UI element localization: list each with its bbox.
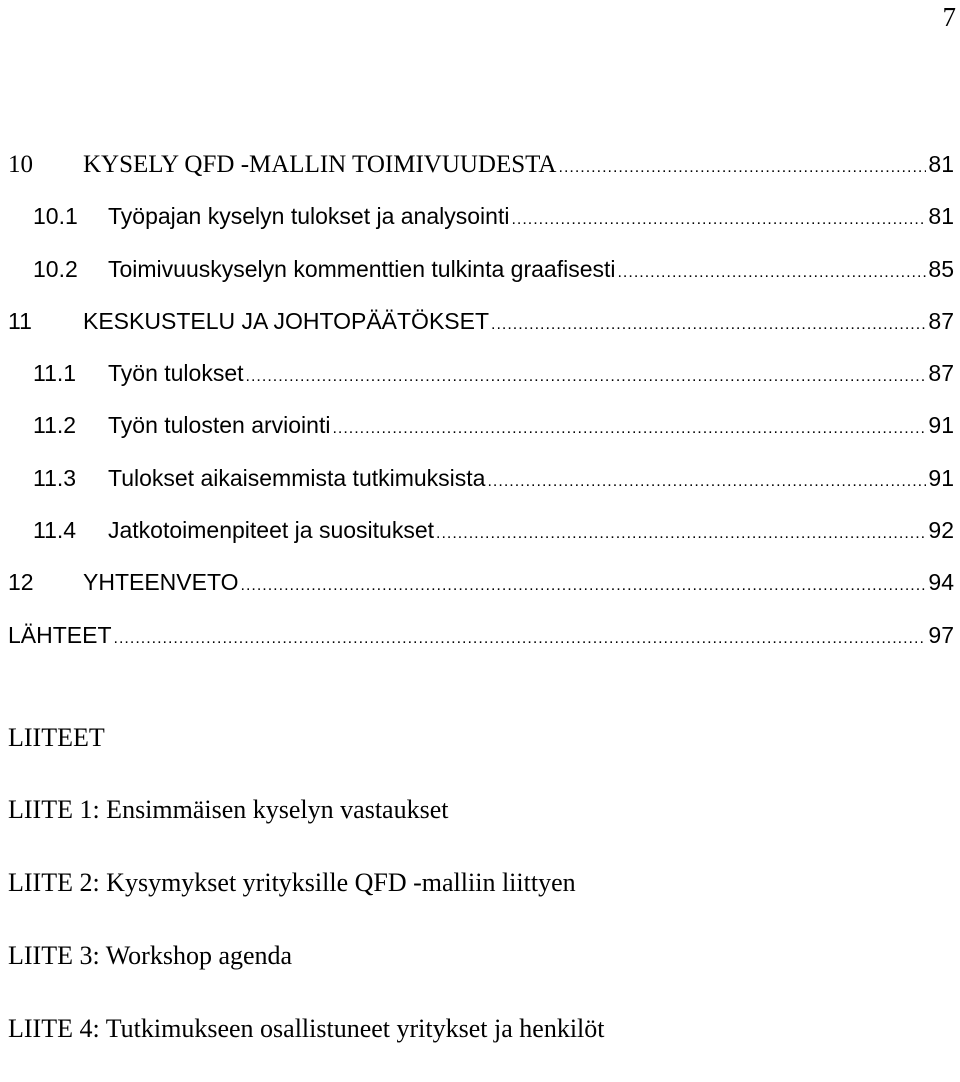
toc-entry-number: 11.4 <box>33 517 77 544</box>
toc-entry-number: 12 <box>8 569 34 596</box>
toc-dot-leader <box>487 458 926 506</box>
toc-entry-page: 85 <box>928 255 954 282</box>
toc-entry-page: 81 <box>928 203 954 230</box>
toc-dot-leader <box>511 196 926 244</box>
toc-entry-title: KYSELY QFD -MALLIN TOIMIVUUDESTA <box>83 151 557 178</box>
toc-entry-number: 11.2 <box>33 412 77 439</box>
toc-entry-title: Toimivuuskyselyn kommenttien tulkinta graafisesti <box>108 255 616 282</box>
toc-entry-page: 97 <box>928 621 954 648</box>
toc-entry-number: 10 <box>8 151 33 178</box>
toc-dot-leader <box>491 301 926 349</box>
toc-entry-page: 81 <box>928 151 954 177</box>
toc-entry-title: Jatkotoimenpiteet ja suositukset <box>108 517 435 544</box>
toc-dot-leader <box>246 353 927 401</box>
toc-dot-leader <box>436 510 926 558</box>
toc-entry-page: 91 <box>928 464 954 491</box>
toc-entry-page: 87 <box>928 360 954 387</box>
toc-entry[interactable] <box>8 349 954 401</box>
toc-entry-number: 10.1 <box>33 203 78 230</box>
toc-entry[interactable] <box>8 506 954 558</box>
toc-entry[interactable] <box>8 245 954 297</box>
toc-entry[interactable] <box>8 140 954 192</box>
toc-entry-page: 92 <box>928 517 954 544</box>
toc-dot-leader <box>241 562 927 610</box>
toc-entry-title: Työn tulosten arviointi <box>108 412 331 439</box>
toc-entry[interactable] <box>8 297 954 349</box>
toc-entry-title: Työpajan kyselyn tulokset ja analysointi <box>108 203 510 230</box>
toc-entry-number: 11 <box>8 307 32 334</box>
toc-entry-title: YHTEENVETO <box>83 569 239 596</box>
appendix-list <box>8 718 954 1082</box>
toc-entry-page: 87 <box>928 307 954 334</box>
toc-entry[interactable] <box>8 401 954 453</box>
toc-entry[interactable] <box>8 558 954 610</box>
toc-dot-leader <box>332 405 926 453</box>
toc-entry[interactable] <box>8 611 954 663</box>
table-of-contents <box>8 140 954 663</box>
page-number: 7 <box>942 2 956 32</box>
toc-entry-title: LÄHTEET <box>8 621 112 648</box>
appendix-heading: LIITEET <box>8 723 105 752</box>
toc-entry-title: Tulokset aikaisemmista tutkimuksista <box>108 464 486 491</box>
toc-entry-page: 91 <box>928 412 954 439</box>
toc-entry[interactable] <box>8 192 954 244</box>
toc-entry-title: KESKUSTELU JA JOHTOPÄÄTÖKSET <box>83 307 490 334</box>
toc-dot-leader <box>559 144 927 192</box>
toc-dot-leader <box>114 615 927 663</box>
toc-entry-number: 10.2 <box>33 255 78 282</box>
toc-entry-number: 11.1 <box>33 360 77 387</box>
toc-entry-number: 11.3 <box>33 464 77 491</box>
toc-entry-page: 94 <box>928 569 954 596</box>
toc-entry[interactable] <box>8 454 954 506</box>
appendix-item[interactable]: LIITE 1: Ensimmäisen kyselyn vastaukset <box>8 795 449 824</box>
toc-dot-leader <box>617 249 926 297</box>
appendix-item[interactable]: LIITE 3: Workshop agenda <box>8 941 293 970</box>
toc-entry-title: Työn tulokset <box>108 360 244 387</box>
appendix-item[interactable]: LIITE 2: Kysymykset yrityksille QFD -malliin liittyen <box>8 868 576 897</box>
appendix-item[interactable]: LIITE 4: Tutkimukseen osallistuneet yritykset ja henkilöt <box>8 1014 605 1043</box>
